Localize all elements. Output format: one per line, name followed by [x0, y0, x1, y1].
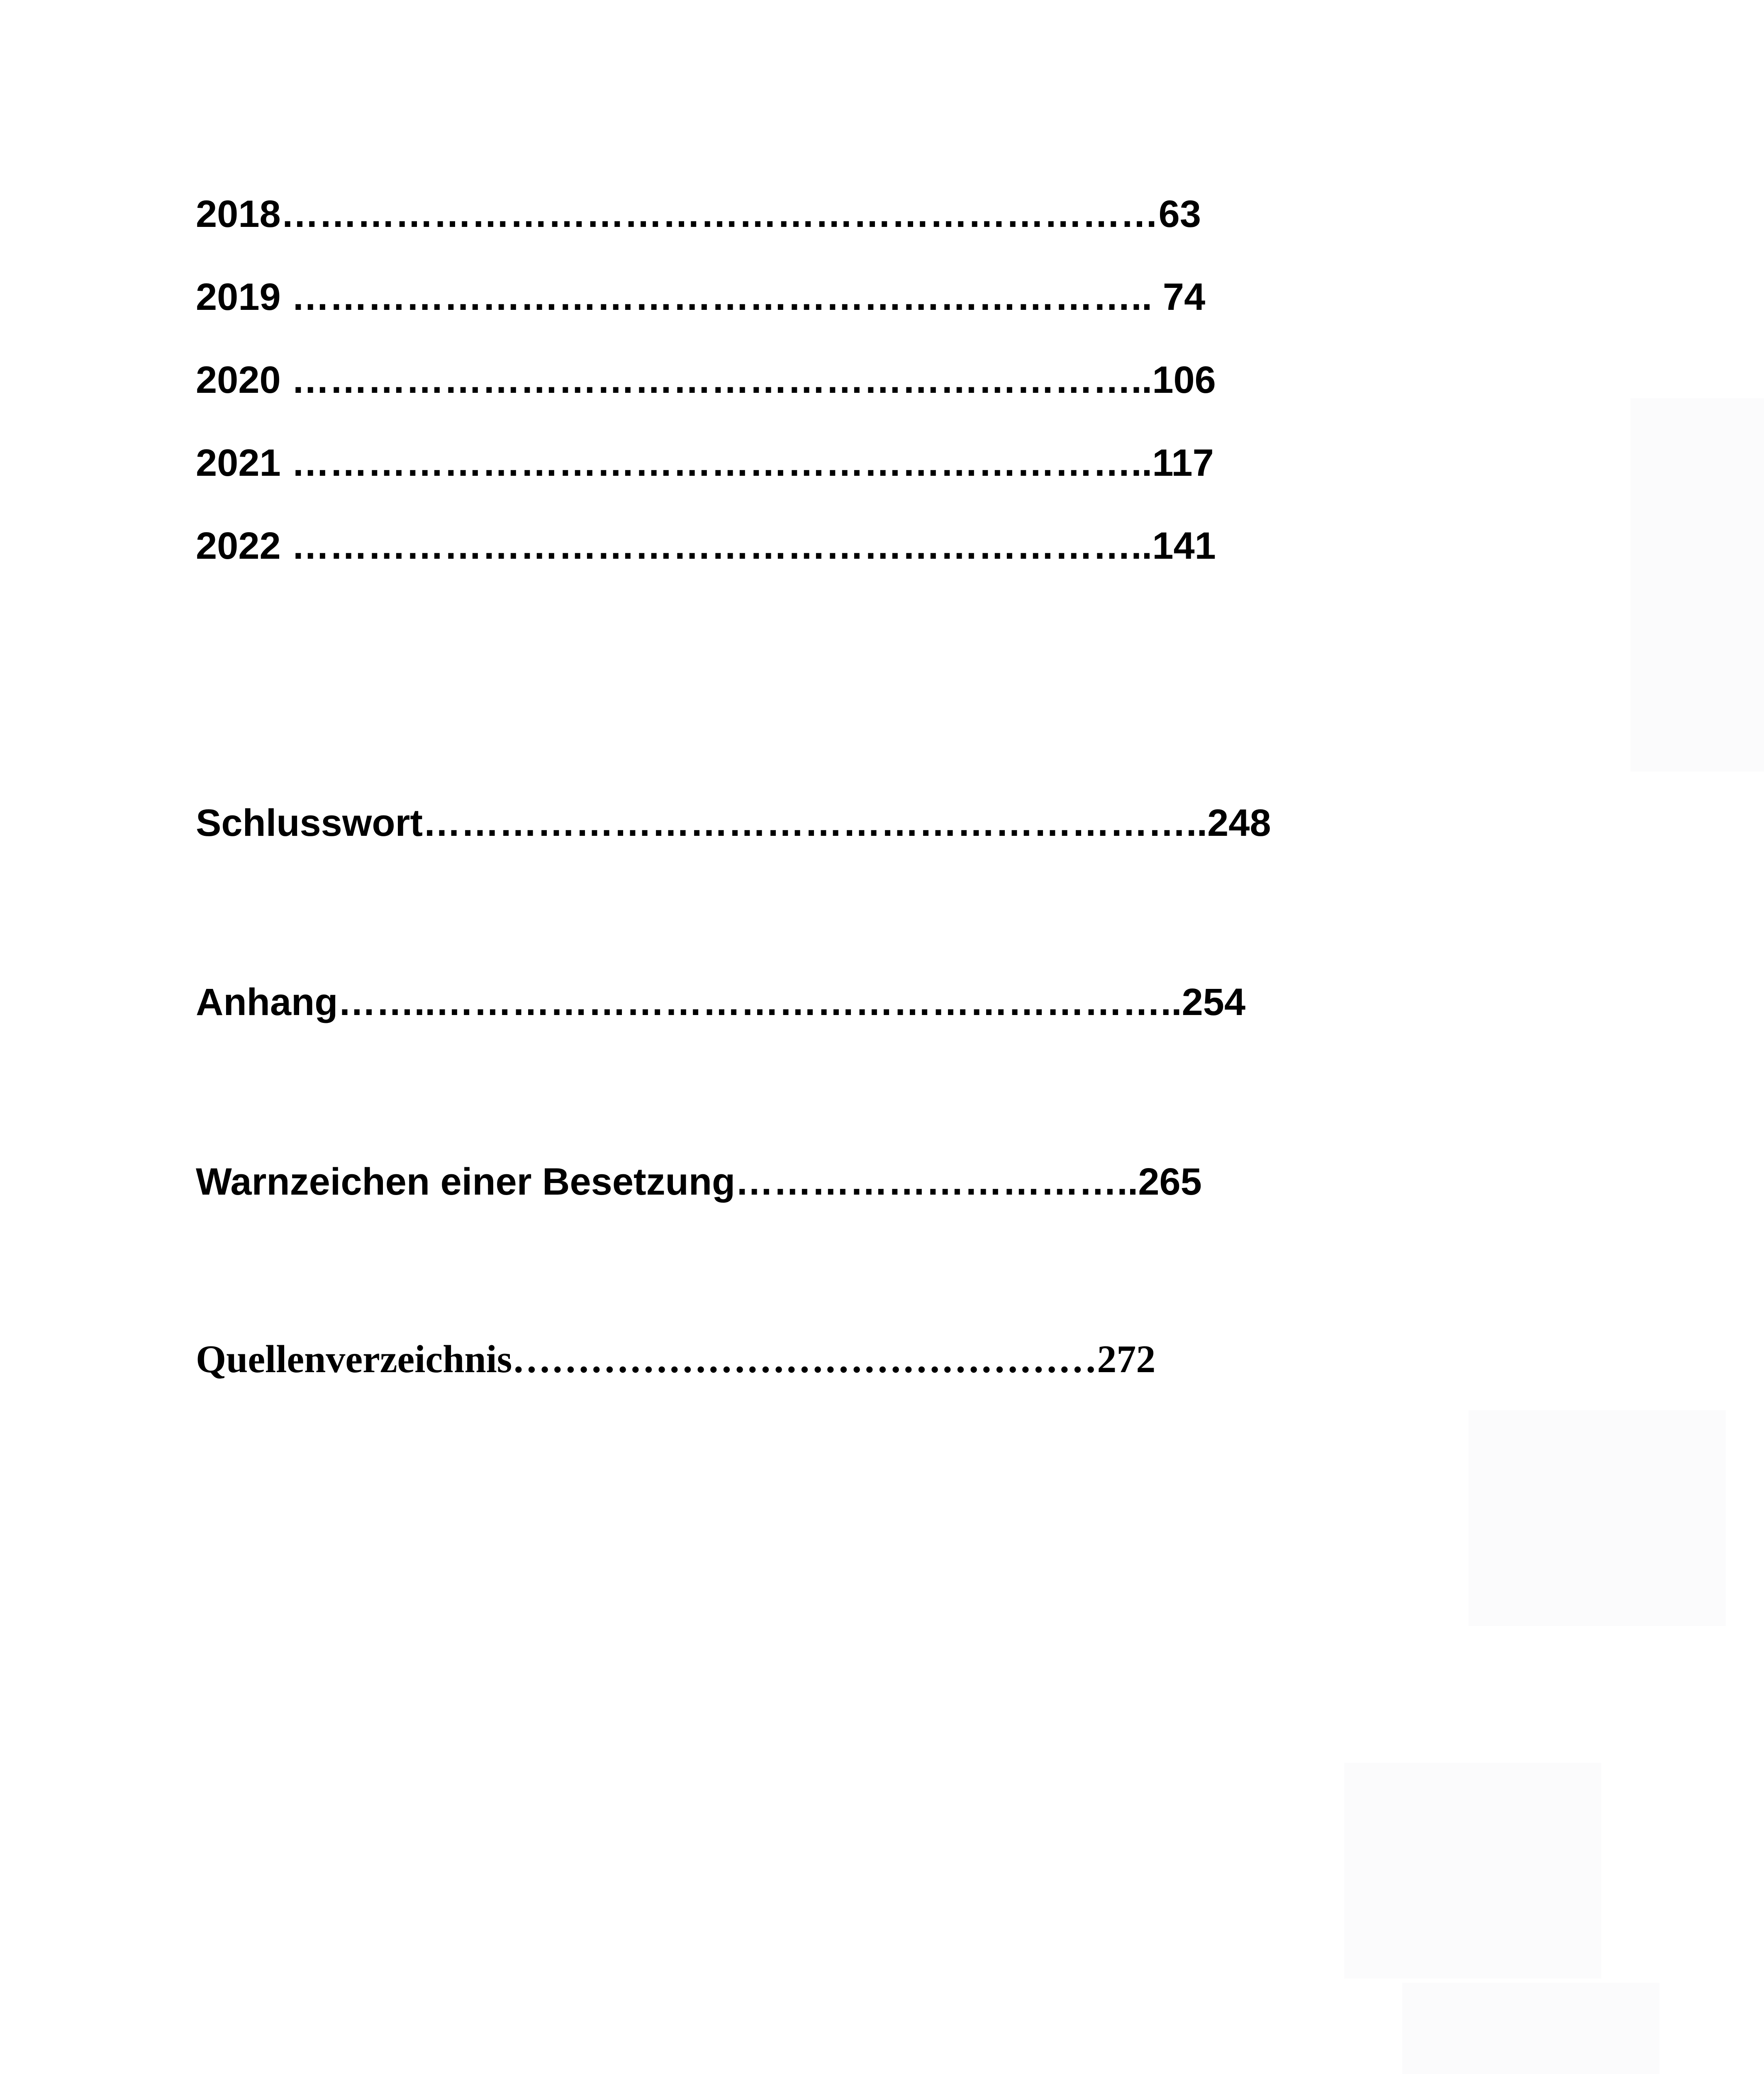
toc-entry-2021: 2021 …………………………………………………………..117	[196, 442, 1214, 484]
toc-entry-2022: 2022 …………………………………………………………..141	[196, 525, 1216, 567]
scan-artifact	[1630, 398, 1764, 772]
scan-artifact	[1402, 1983, 1659, 2074]
toc-entry-anhang: Anhang……..…………………………………………………..254	[196, 981, 1246, 1023]
toc-entry-2018: 2018……………………………………………………………63	[196, 193, 1201, 235]
toc-entry-2020: 2020 …………………………………………………………..106	[196, 359, 1216, 401]
toc-entry-quellenverzeichnis: Quellenverzeichnis………………………………………272	[196, 1338, 1156, 1381]
toc-entry-warnzeichen: Warnzeichen einer Besetzung…………………………..265	[196, 1161, 1202, 1203]
scan-artifact	[1344, 1763, 1601, 1979]
scan-artifact	[1469, 1410, 1726, 1626]
toc-entry-2019: 2019 ………………………………………………………….. 74	[196, 276, 1206, 318]
toc-entry-schlusswort: Schlusswort……………………………………………………..248	[196, 802, 1271, 844]
